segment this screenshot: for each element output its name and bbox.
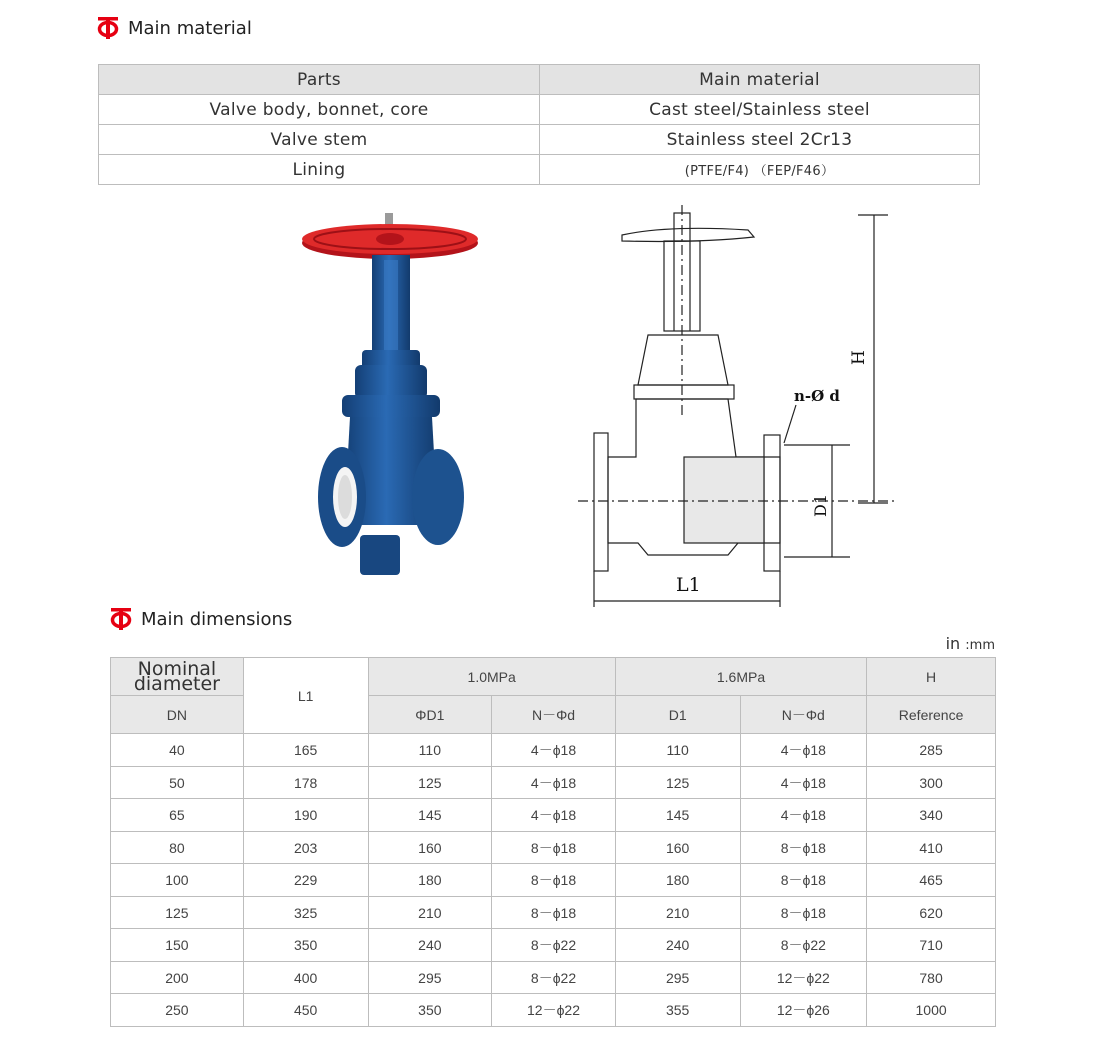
cell-l1: 190 [243,799,368,832]
cell-l1: 229 [243,864,368,897]
cell-h-reference: 340 [867,799,996,832]
cell-od1-10: 160 [368,832,492,864]
cell-l1: 165 [243,734,368,767]
cell-od1-10: 145 [368,799,492,832]
unit-label-suffix: :mm [965,638,995,653]
material-value: Cast steel/Stainless steel [540,95,980,125]
header-nod-10: N－Φd [492,696,616,734]
cell-nod-10: 12－ϕ22 [492,994,616,1027]
cell-d1-16: 355 [615,994,740,1027]
header-od1: ΦD1 [368,696,492,734]
cell-nod-16: 8－ϕ18 [740,832,867,864]
dimensions-heading [110,607,292,631]
material-part: Valve stem [99,125,540,155]
cell-od1-10: 110 [368,734,492,767]
cell-l1: 450 [243,994,368,1027]
cell-d1-16: 210 [615,897,740,929]
table-row [111,734,996,767]
cell-d1-16: 160 [615,832,740,864]
header-reference: Reference [867,696,996,734]
cell-od1-10: 350 [368,994,492,1027]
cell-l1: 350 [243,929,368,962]
table-row [111,832,996,864]
table-row [99,95,980,125]
table-row [111,864,996,897]
cell-h-reference: 1000 [867,994,996,1027]
cell-d1-16: 240 [615,929,740,962]
material-value: Stainless steel 2Cr13 [540,125,980,155]
materials-table [98,64,980,185]
cell-l1: 203 [243,832,368,864]
cell-h-reference: 285 [867,734,996,767]
valve-drawing [578,205,894,615]
cell-nod-10: 8－ϕ18 [492,864,616,897]
drawing-label-l1: L1 [676,574,701,596]
valve-photo [300,205,480,595]
cell-dn: 100 [111,864,244,897]
cell-od1-10: 125 [368,767,492,799]
table-row [111,897,996,929]
cell-d1-16: 295 [615,962,740,994]
drawing-label-nd: n-Ø d [794,387,840,405]
cell-h-reference: 780 [867,962,996,994]
materials-heading [97,16,252,40]
phi-icon [97,16,119,40]
header-nominal-diameter: Nominal diameter [111,658,244,696]
table-row [99,155,980,185]
drawing-label-d1: D1 [811,493,830,517]
header-16mpa: 1.6MPa [615,658,866,696]
cell-nod-16: 4－ϕ18 [740,767,867,799]
cell-h-reference: 300 [867,767,996,799]
cell-nod-10: 8－ϕ18 [492,832,616,864]
header-d1: D1 [615,696,740,734]
cell-h-reference: 710 [867,929,996,962]
cell-nod-16: 8－ϕ18 [740,864,867,897]
dimensions-header-row-1 [111,658,996,696]
cell-l1: 178 [243,767,368,799]
cell-dn: 40 [111,734,244,767]
material-part: Valve body, bonnet, core [99,95,540,125]
header-h: H [867,658,996,696]
material-value: (PTFE/F4) （FEP/F46） [540,155,980,185]
dimensions-header-row-2 [111,696,996,734]
cell-l1: 400 [243,962,368,994]
cell-dn: 150 [111,929,244,962]
table-row [99,125,980,155]
dimensions-heading-text: Main dimensions [141,608,293,630]
cell-dn: 250 [111,994,244,1027]
cell-l1: 325 [243,897,368,929]
cell-nod-16: 8－ϕ22 [740,929,867,962]
table-row [111,962,996,994]
dimensions-body [111,734,996,1027]
table-row [111,799,996,832]
cell-dn: 125 [111,897,244,929]
cell-nod-16: 12－ϕ22 [740,962,867,994]
material-part: Lining [99,155,540,185]
cell-d1-16: 125 [615,767,740,799]
cell-nod-10: 4－ϕ18 [492,799,616,832]
cell-dn: 200 [111,962,244,994]
table-row [111,767,996,799]
cell-h-reference: 465 [867,864,996,897]
cell-nod-16: 12－ϕ26 [740,994,867,1027]
header-10mpa: 1.0MPa [368,658,615,696]
materials-header-material: Main material [540,65,980,95]
materials-header-row [99,65,980,95]
cell-dn: 50 [111,767,244,799]
cell-dn: 65 [111,799,244,832]
unit-label [946,634,995,653]
cell-d1-16: 110 [615,734,740,767]
materials-heading-text: Main material [128,17,252,39]
cell-nod-10: 8－ϕ22 [492,929,616,962]
unit-label-prefix: in [945,634,961,653]
cell-od1-10: 240 [368,929,492,962]
cell-od1-10: 180 [368,864,492,897]
cell-h-reference: 410 [867,832,996,864]
drawing-label-h: H [849,350,869,365]
cell-nod-10: 4－ϕ18 [492,734,616,767]
materials-header-parts: Parts [99,65,540,95]
cell-nod-16: 8－ϕ18 [740,897,867,929]
cell-od1-10: 295 [368,962,492,994]
cell-nod-10: 8－ϕ18 [492,897,616,929]
dimensions-table [110,657,996,1027]
cell-nod-10: 4－ϕ18 [492,767,616,799]
table-row [111,929,996,962]
cell-d1-16: 180 [615,864,740,897]
cell-d1-16: 145 [615,799,740,832]
phi-icon [110,607,132,631]
header-dn: DN [111,696,244,734]
cell-nod-16: 4－ϕ18 [740,734,867,767]
header-nod-16: N－Φd [740,696,867,734]
table-row [111,994,996,1027]
cell-dn: 80 [111,832,244,864]
cell-h-reference: 620 [867,897,996,929]
cell-nod-16: 4－ϕ18 [740,799,867,832]
header-l1: L1 [243,658,368,734]
cell-od1-10: 210 [368,897,492,929]
cell-nod-10: 8－ϕ22 [492,962,616,994]
